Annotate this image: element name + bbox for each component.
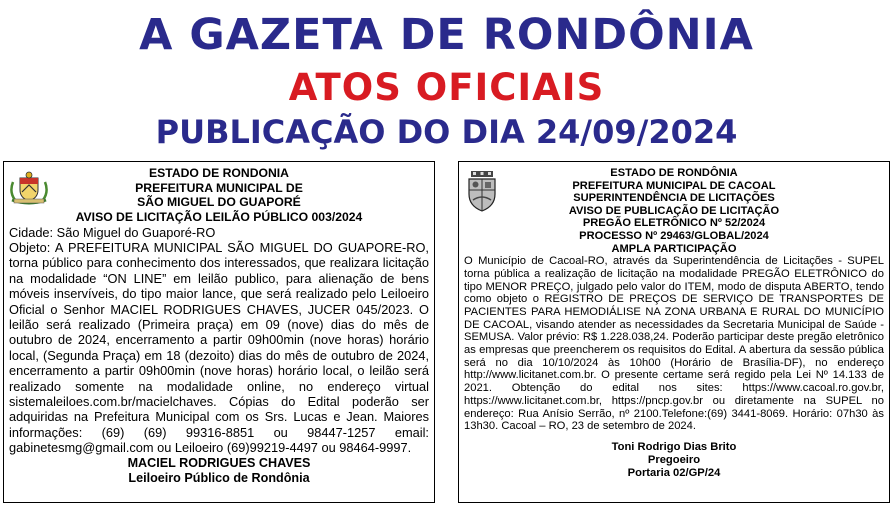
signature-reference: Portaria 02/GP/24 xyxy=(627,466,721,479)
coat-of-arms-icon xyxy=(465,170,499,212)
signature-block xyxy=(459,441,889,479)
signature-block xyxy=(4,456,434,486)
signature-role: Pregoeiro xyxy=(647,453,701,466)
notice-sao-miguel xyxy=(3,161,435,503)
publication-date: PUBLICAÇÃO DO DIA 24/09/2024 xyxy=(155,113,738,151)
notice-city: Cidade: São Miguel do Guaporé-RO xyxy=(9,225,216,240)
notice-body: O Município de Cacoal-RO, através da Superintendência de Licitações - SUPEL torna pública a realização de licitação na modalidade PREGÃO ELETRÔNICO do tipo MENOR PREÇO, julgado pelo valor do ITEM, modo de disputa ABERTO, tendo como objeto o REGISTRO DE PREÇOS DE SERVIÇO DE TRANSPORTES DE PACIENTES PARA HEMODIÁLISE NA ZONA URBANA E RURAL DO MUNICÍPIO DE CACOAL, visando atender as necessidades da Secretaria Municipal de Saúde - SEMUSA. Valor prévio: R$ 1.228.038,24. Poderão participar deste pregão eletrônico as empresas que preencherem os requisitos do Edital. A abertura da sessão pública será no dia 10/10/2024 às 10h00 (Horário de Brasília-DF), no endereço http://www.licitanet.com.br. O presente certame será regido pela Lei Nº 14.133 de 2021. Obtenção do edital nos sites: https://www.cacoal.ro.gov.br, https://www.licitanet.com.br, https://pncp.gov.br ou diretamente na SUPEL no endereço: Rua Anísio Serrão, nº 2100.Telefone:(69) 3441-8069. Horário: 07h30 às 13h30. Cacoal – RO, 23 de setembro de 2024. xyxy=(464,255,884,433)
coat-of-arms-icon xyxy=(9,170,49,206)
notice-cacoal xyxy=(458,161,890,503)
notice-header: ESTADO DE RONDÔNIA PREFEITURA MUNICIPAL DE CACOAL SUPERINTENDÊNCIA DE LICITAÇÕES AVISO DE PUBLICAÇÃO DE LICITAÇÃO PREGÃO ELETRÔNICO Nº 52/2024 PROCESSO Nº 29463/GLOBAL/2024 AMPLA PARTICIPAÇÃO xyxy=(568,167,780,255)
signature-name: MACIEL RODRIGUES CHAVES xyxy=(127,455,311,470)
signature-name: Toni Rodrigo Dias Brito xyxy=(611,441,737,453)
section-title: ATOS OFICIAIS xyxy=(288,66,605,109)
notice-body: Objeto: A PREFEITURA MUNICIPAL SÃO MIGUEL DO GUAPORE-RO, torna público para conhecimento dos interessados, que realizara licitação na modalidade “ON LINE” em leilão publico, para alienação de bens móveis inservíveis, do tipo maior lance, que será realizado pelo Leiloeiro Oficial o Senhor MACIEL RODRIGUES CHAVES, JUCER 045/2023. O leilão será realizado (Primeira praça) em 09 (nove) dias do mês de outubro de 2024, encerramento a partir 09h00min (nove horas) horário local, (Segunda Praça) em 18 (dezoito) dias do mês de outubro de 2024, encerramento a partir 09h00min (nove horas) horário local, o leilão será realizado somente na modalidade online, no endereço virtual sistemaleiloes.com.br/macielchaves. Cópias do Edital poderão ser adquiridas na Prefeitura Municipal com os Srs. Lucas e Jean. Maiores informações: (69) (69) 99316-8851 ou 98447-1257 email: gabinetesmg@gmail.com ou Leiloeiro (69)99219-4497 ou 98464-9997. xyxy=(9,240,429,456)
notice-header: ESTADO DE RONDONIA PREFEITURA MUNICIPAL DE SÃO MIGUEL DO GUAPORÉ AVISO DE LICITAÇÃO LEILÃO PÚBLICO 003/2024 xyxy=(75,166,363,224)
newspaper-title: A GAZETA DE RONDÔNIA xyxy=(139,10,754,60)
signature-role: Leiloeiro Público de Rondônia xyxy=(128,470,310,485)
newspaper-masthead xyxy=(0,0,893,158)
